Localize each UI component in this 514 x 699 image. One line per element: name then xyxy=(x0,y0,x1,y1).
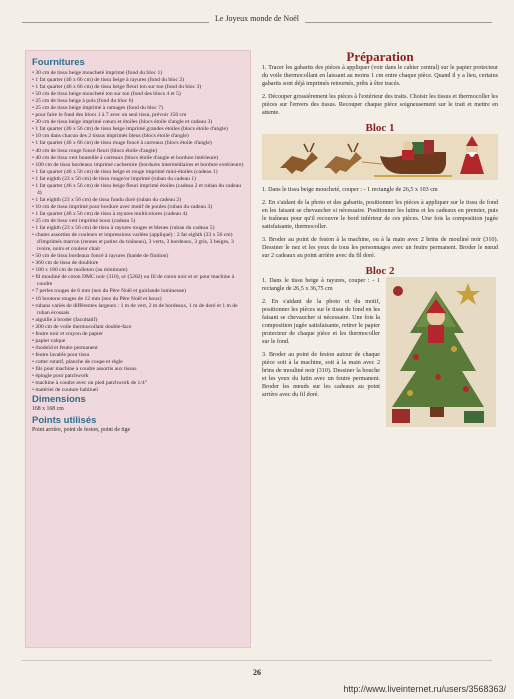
bloc2-step-1: 1. Dans le tissu beige à rayures, couper : - 1 rectangle de 26,5 x 36,75 cm xyxy=(262,278,380,292)
prep-step-1: 1. Tracer les gabarits des pièces à appliquer (voir dans le cahier central) sur le papier protecteur du voile thermocollant en laissant au moins 1 cm entre chaque pièce. Quand il y a lieu, certains gabarits sont déjà imprimés retournés, prêts à être tracés. xyxy=(262,65,498,87)
supply-item: • 50 cm de tissu beige moucheté ton sur ton (fond des blocs 4 et 5) xyxy=(32,91,244,98)
supply-item: • 360 cm de tissu de doublure xyxy=(32,260,244,267)
bloc1-step-2: 2. En s'aidant de la photo et des gabarits, positionner les pièces à appliquer sur le tissu de fond en les faisant se chevaucher si nécessaire. Positionner les lutins et les cadeaux en premier, puis le traîneau pour qu'il recouvre le bord inférieur de ces pièces. Une fois la composition jugée satisfaisante, thermocoller. xyxy=(262,200,498,230)
supply-item: • 25 cm de tissu vert imprimé houx (cadeau 5) xyxy=(32,218,244,225)
stitches-value: Point arrière, point de feston, point de tige xyxy=(32,427,131,434)
supply-item: • 1 fat eighth (23 x 56 cm) de tissu à rayures rouges et bleues (ruban du cadeau 5) xyxy=(32,225,244,232)
supply-item: • feutre lavable pour tissu xyxy=(32,352,244,359)
supply-item: • 1 fat quarter (46 x 66 cm) de tissu beige à rayures (fond du bloc 2) xyxy=(32,77,244,84)
supply-item: • 30 cm de tissu beige imprimé cœurs et étoiles (blocs étoile d'angle et cadeau 3) xyxy=(32,119,244,126)
bloc2-heading: Bloc 2 xyxy=(365,265,395,277)
supply-item: • 200 cm de voile thermocollant double-face xyxy=(32,324,244,331)
supply-item: • aiguille à broder (facultatif) xyxy=(32,317,244,324)
dimensions-heading: Dimensions xyxy=(32,394,86,406)
supply-item: • 1 fat quarter (46 x 66 cm) de tissu rouge foncé à carreaux (blocs étoile d'angle) xyxy=(32,140,244,147)
supply-item: • 1 fat quarter (46 x 66 cm) de tissu beige fleuri ton sur ton (fond du bloc 3) xyxy=(32,84,244,91)
supply-item: • 50 cm de tissu bordeaux foncé à rayures (bande de finition) xyxy=(32,253,244,260)
supply-item: • 1 fat quarter (46 x 56 cm) de tissu beige et rouge imprimé mini-étoiles (cadeau 1) xyxy=(32,169,244,176)
supply-item: • rubans variés de différentes largeurs : 1 m de vert, 2 m de bordeaux, 1 m de doré et 1 m de ruban écossais xyxy=(32,303,244,317)
supply-item: • fil mouliné de coton DMC noir (310), or (5282) ou fil de coton noir et or pour machine à coudre xyxy=(32,274,244,288)
prep-step-2: 2. Découper grossièrement les pièces à l'extérieur des traits. Choisir les tissus et thermocoller les pièces sur l'envers des tissus. Recouper chaque pièce soigneusement sur le trait et mettre en attente. xyxy=(262,94,498,116)
supply-item: • fils pour machine à coudre assortis aux tissus xyxy=(32,366,244,373)
supplies-heading: Fournitures xyxy=(32,57,85,68)
supply-item: • 10 cm dans chacun des 2 tissus imprimés bleus (blocs étoile d'angle) xyxy=(32,133,244,140)
supply-item: • 10 cm de tissu imprimé pour bordure avec motif de poules (ruban du cadeau 3) xyxy=(32,204,244,211)
supply-item: • 1 fat quarter (46 x 56 cm) de tissu beige imprimé grandes étoiles (blocs étoile d'angle) xyxy=(32,126,244,133)
footer-rule xyxy=(22,660,492,661)
supply-item: • 1 fat quarter (46 x 56 cm) de tissu beige fleuri imprimé étoiles (cadeau 2 et ruban du cadeau 4) xyxy=(32,183,244,197)
supply-item: • 1 fat quarter (46 x 56 cm) de tissu à rayures multicolores (cadeau 4) xyxy=(32,211,244,218)
instructions-column xyxy=(262,50,498,650)
bloc2-step-3: 3. Broder au point de feston autour de chaque pièce soit à la machine, soit à la main avec 2 brins de mouliné noir (310). Dessiner la bouche et les yeux du lutin avec un feutre permanent. Broder les nœuds sur les cadeaux au point arrière avec du fil doré. xyxy=(262,352,380,398)
supply-item: • feutre noir et crayon de papier xyxy=(32,331,244,338)
christmas-tree-applique-image xyxy=(386,277,496,427)
supply-item: • chutes assorties de couleurs et impressions variées (appliqué) : 2 fat eighth (23 x 56 cm) d'imprimés marron (rennes et patins du traîneau), 3 verts, 3 bordeaux, 3 gris, 3 beiges, 3 ivoire, noirs et couleur chair xyxy=(32,232,244,253)
preparation-heading: Préparation xyxy=(346,49,414,64)
supply-item: • 100 cm de tissu bordeaux imprimé cachemire (bordures intermédiaires et bordure extérieure) xyxy=(32,162,244,169)
running-title: Le Joyeux monde de Noël xyxy=(0,14,514,23)
supplies-list xyxy=(32,70,244,394)
supply-item: • 40 cm de tissu rouge foncé fleuri (blocs étoile d'angle) xyxy=(32,148,244,155)
supply-item: • épingle pour patchwork xyxy=(32,373,244,380)
stitches-heading: Points utilisés xyxy=(32,415,97,427)
supply-item: • 1 fat eighth (23 x 56 cm) de tissu fondu doré (ruban du cadeau 2) xyxy=(32,197,244,204)
bloc2-section xyxy=(262,277,498,465)
supply-item: • 25 cm de tissu beige imprimé à ramages (fond du bloc 7) xyxy=(32,105,244,112)
supply-item: • 1 fat eighth (23 x 56 cm) de tissu rouge/or imprimé (ruban du cadeau 1) xyxy=(32,176,244,183)
bloc1-step-1: 1. Dans le tissu beige moucheté, couper : - 1 rectangle de 26,5 x 103 cm xyxy=(262,187,438,193)
supply-item: • 25 cm de tissu beige à pois (fond du bloc 6) xyxy=(32,98,244,105)
bloc2-text xyxy=(262,277,380,404)
supply-item: • 30 cm de tissu beige moucheté imprimé (fond du bloc 1) xyxy=(32,70,244,77)
supply-item: • 40 cm de tissu vert bouteille à carreaux (blocs étoile d'angle et bordure intérieure) xyxy=(32,155,244,162)
dimensions-value: 168 x 168 cm xyxy=(32,406,64,413)
supply-item: • papier calque xyxy=(32,338,244,345)
supply-item: • machine à coudre avec un pied patchwork de 1/4" xyxy=(32,380,244,387)
supplies-panel xyxy=(25,50,251,648)
watermark-url: http://www.liveinternet.ru/users/3568363/ xyxy=(343,684,506,694)
bloc2-step-2: 2. En s'aidant de la photo et du motif, positionner les pièces sur le tissu de fond en les faisant se chevaucher si nécessaire. Une fois la composition jugée satisfaisante, retirer le papier protecteur de chaque pièce et les thermocoller sur le fond. xyxy=(262,299,380,345)
supply-item: • 180 x 180 cm de molleton (au minimum) xyxy=(32,267,244,274)
supply-item: • pour faire le fond des blocs 1 à 7 avec un seul tissu, prévoir 150 cm xyxy=(32,112,244,119)
sleigh-applique-image xyxy=(262,134,498,180)
page-number: 26 xyxy=(253,668,261,677)
bloc1-step-3: 3. Broder au point de feston à la machine, ou à la main avec 2 brins de mouliné noir (310). Dessiner le nez et les yeux de tous les personnages avec un feutre permanent. Broder le nœud sur 2 cadeaux au point arrière avec du fil doré. xyxy=(262,237,498,259)
bloc1-heading: Bloc 1 xyxy=(365,122,395,134)
supply-item: • cutter rotatif, planche de coupe et règle xyxy=(32,359,244,366)
supply-item: • matériel de couture habituel xyxy=(32,387,244,394)
page-header xyxy=(0,0,514,34)
supply-item: • 16 boutons rouges de 12 mm (nez du Père Noël et houx) xyxy=(32,296,244,303)
supply-item: • 7 perles rouges de 6 mm (nez du Père Noël et guirlande lumineuse) xyxy=(32,288,244,295)
supply-item: • rhodoïd et feutre permanent xyxy=(32,345,244,352)
